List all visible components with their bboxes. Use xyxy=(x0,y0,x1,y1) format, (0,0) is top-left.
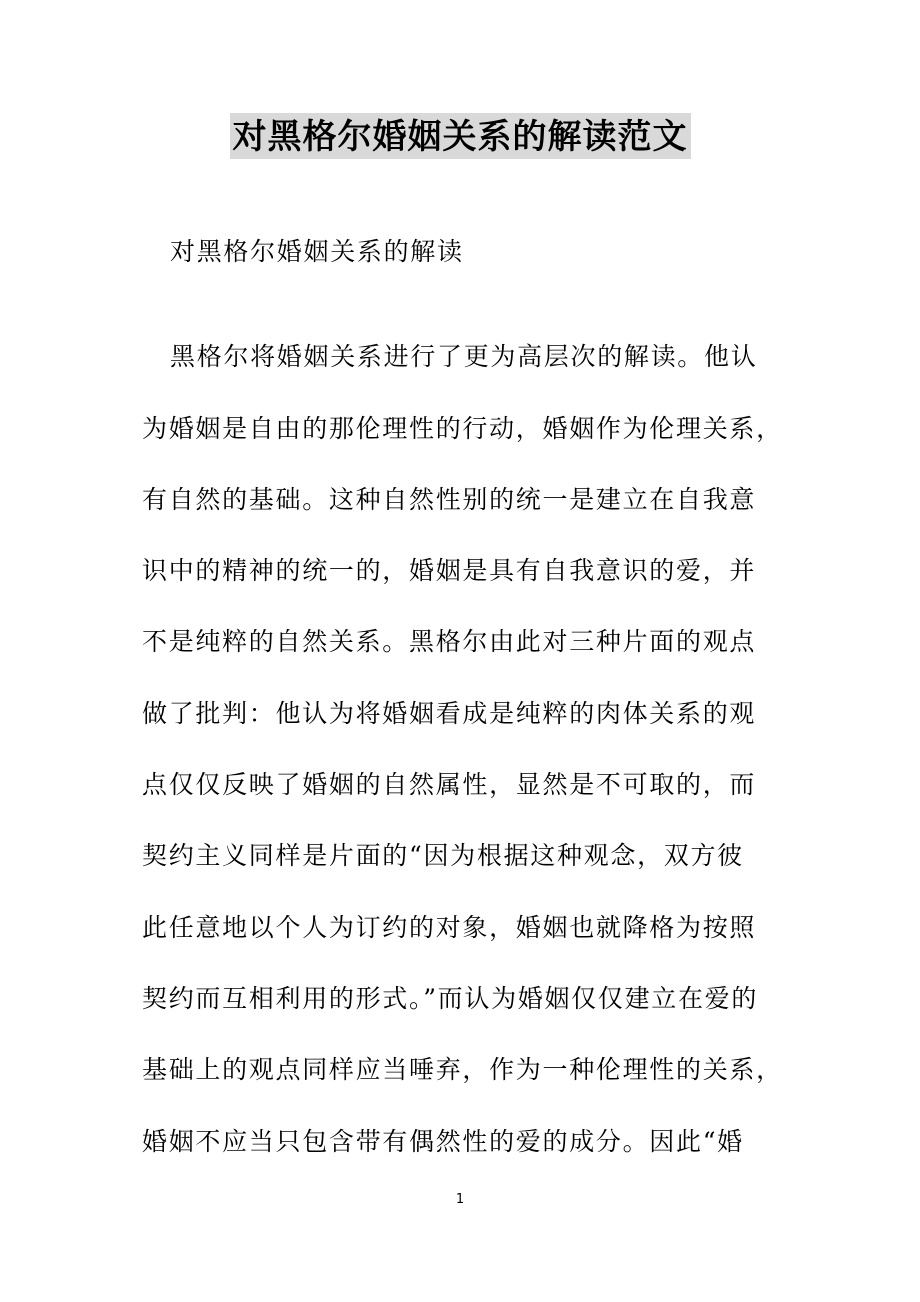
paragraph-line: 此任意地以个人为订约的对象，婚姻也就降格为按照 xyxy=(142,913,757,942)
title-container xyxy=(0,113,920,159)
page-number: 1 xyxy=(455,1192,465,1207)
paragraph-line: 契约而互相利用的形式。”而认为婚姻仅仅建立在爱的 xyxy=(142,984,759,1013)
paragraph-line: 为婚姻是自由的那伦理性的行动，婚姻作为伦理关系， xyxy=(142,414,783,443)
paragraph-line: 识中的精神的统一的，婚姻是具有自我意识的爱，并 xyxy=(142,556,757,585)
paragraph-line: 婚姻不应当只包含带有偶然性的爱的成分。因此“婚 xyxy=(142,1127,744,1156)
paragraph-line: 不是纯粹的自然关系。黑格尔由此对三种片面的观点 xyxy=(142,627,757,656)
paragraph-line: 基础上的观点同样应当唾弃，作为一种伦理性的关系， xyxy=(142,1055,783,1084)
document-title: 对黑格尔婚姻关系的解读范文 xyxy=(230,113,691,159)
paragraph-line: 契约主义同样是片面的“因为根据这种观念，双方彼 xyxy=(142,841,744,870)
paragraph-line: 做了批判：他认为将婚姻看成是纯粹的肉体关系的观 xyxy=(142,699,757,728)
section-heading: 对黑格尔婚姻关系的解读 xyxy=(170,237,464,266)
paragraph-line: 点仅仅反映了婚姻的自然属性，显然是不可取的，而 xyxy=(142,770,757,799)
paragraph-line: 有自然的基础。这种自然性别的统一是建立在自我意 xyxy=(142,485,757,514)
paragraph-line: 黑格尔将婚姻关系进行了更为高层次的解读。他认 xyxy=(170,342,758,371)
